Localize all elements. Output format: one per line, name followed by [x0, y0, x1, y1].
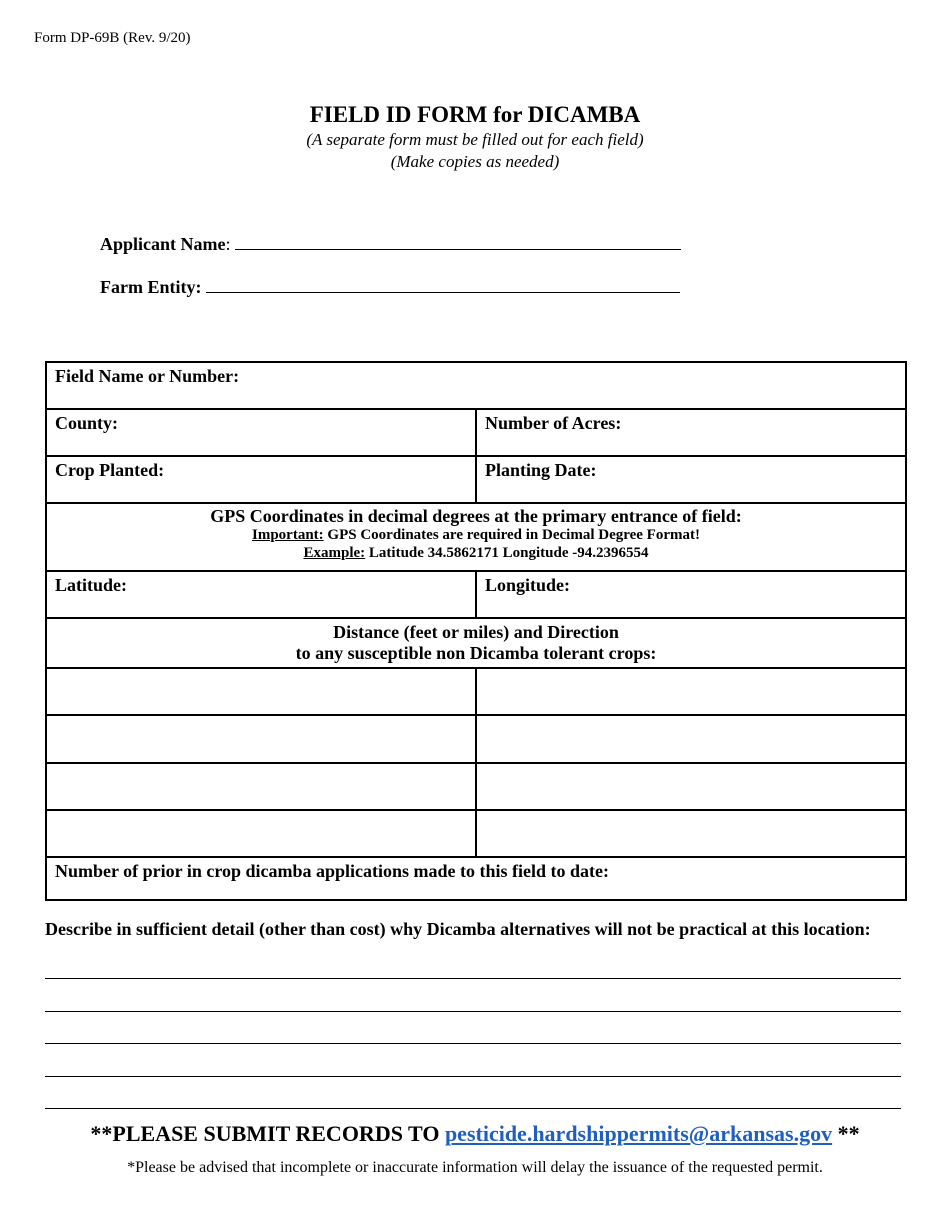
gps-heading: GPS Coordinates in decimal degrees at the primary entrance of field:	[210, 506, 742, 526]
field-name-label: Field Name or Number:	[55, 366, 240, 386]
distance-entry-cell[interactable]	[46, 763, 476, 810]
longitude-cell[interactable]	[476, 571, 906, 618]
gps-important-note	[55, 526, 897, 544]
applicant-name-colon: :	[225, 234, 231, 254]
applicant-name-label: Applicant Name	[100, 234, 226, 254]
gps-example-label: Example:	[303, 545, 366, 561]
direction-entry-cell[interactable]	[476, 668, 906, 715]
latitude-label: Latitude:	[55, 575, 127, 595]
description-line[interactable]	[45, 978, 901, 979]
planting-date-label: Planting Date:	[485, 460, 597, 480]
gps-example-text: Latitude 34.5862171 Longitude -94.2396554	[365, 545, 649, 561]
form-subtitle-1: (A separate form must be filled out for each field)	[306, 130, 644, 149]
submit-suffix: **	[832, 1121, 860, 1146]
acres-cell[interactable]	[476, 409, 906, 456]
applicant-name-field[interactable]	[235, 233, 681, 250]
submit-email-link[interactable]: pesticide.hardshippermits@arkansas.gov	[444, 1121, 833, 1146]
prior-applications-label: Number of prior in crop dicamba applications made to this field to date:	[55, 861, 610, 881]
description-line[interactable]	[45, 1108, 901, 1109]
farm-entity-label: Farm Entity:	[100, 277, 202, 297]
distance-entry-cell[interactable]	[46, 715, 476, 763]
distance-heading-line-2: to any susceptible non Dicamba tolerant crops:	[295, 643, 657, 663]
gps-important-label: Important:	[252, 527, 324, 543]
county-cell[interactable]	[46, 409, 476, 456]
acres-label: Number of Acres:	[485, 413, 622, 433]
farm-entity-row	[100, 276, 680, 298]
longitude-label: Longitude:	[485, 575, 571, 595]
describe-prompt: Describe in sufficient detail (other than cost) why Dicamba alternatives will not be practical at this location:	[45, 919, 871, 939]
field-name-cell[interactable]	[46, 362, 906, 409]
gps-important-text: GPS Coordinates are required in Decimal Degree Format!	[323, 527, 700, 543]
submit-prefix: **PLEASE SUBMIT RECORDS TO	[90, 1121, 445, 1146]
crop-cell[interactable]	[46, 456, 476, 503]
crop-label: Crop Planted:	[55, 460, 165, 480]
direction-entry-cell[interactable]	[476, 810, 906, 857]
direction-entry-cell[interactable]	[476, 763, 906, 810]
applicant-name-row	[100, 233, 681, 255]
direction-entry-cell[interactable]	[476, 715, 906, 763]
description-line[interactable]	[45, 1011, 901, 1012]
form-code: Form DP-69B (Rev. 9/20)	[34, 30, 191, 46]
submit-instructions	[0, 1121, 950, 1147]
field-info-table	[45, 361, 907, 901]
gps-instructions-cell	[46, 503, 906, 571]
prior-applications-cell[interactable]	[46, 857, 906, 900]
title-block	[0, 101, 950, 173]
distance-heading-line-1: Distance (feet or miles) and Direction	[333, 622, 619, 642]
description-line[interactable]	[45, 1076, 901, 1077]
description-line[interactable]	[45, 1043, 901, 1044]
gps-example-note	[55, 544, 897, 562]
distance-heading-cell	[46, 618, 906, 668]
farm-entity-field[interactable]	[206, 276, 680, 293]
form-subtitle-2: (Make copies as needed)	[390, 152, 560, 171]
distance-entry-cell[interactable]	[46, 810, 476, 857]
county-label: County:	[55, 413, 119, 433]
planting-date-cell[interactable]	[476, 456, 906, 503]
advisory-note: *Please be advised that incomplete or inaccurate information will delay the issuance of the requested permit.	[127, 1159, 823, 1176]
latitude-cell[interactable]	[46, 571, 476, 618]
distance-entry-cell[interactable]	[46, 668, 476, 715]
form-title: FIELD ID FORM for DICAMBA	[309, 102, 641, 127]
